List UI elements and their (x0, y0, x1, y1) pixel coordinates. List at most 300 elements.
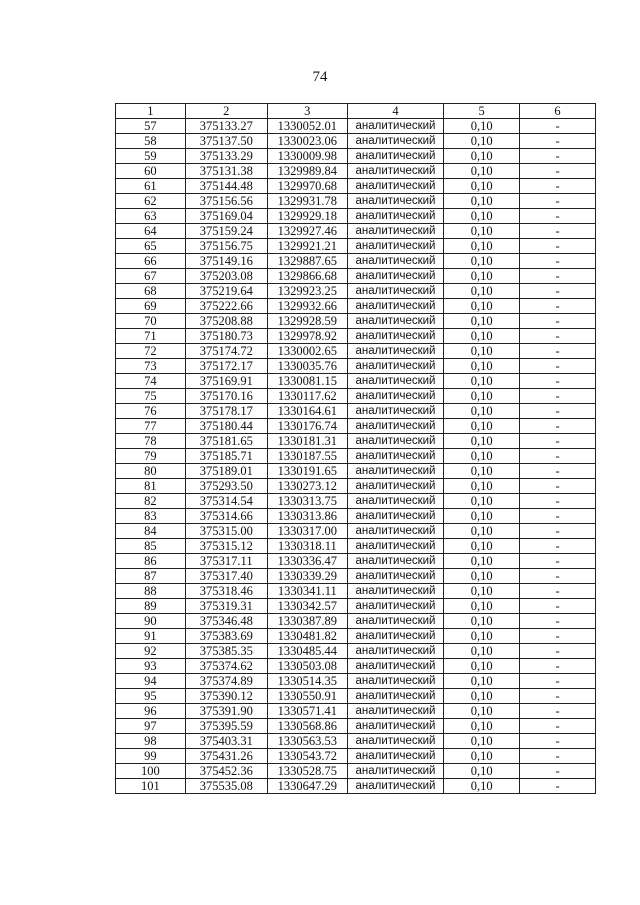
method-cell: аналитический (347, 584, 443, 599)
accuracy-cell: 0,10 (444, 209, 520, 224)
y-coordinate-cell: 1329929.18 (267, 209, 347, 224)
method-cell: аналитический (347, 209, 443, 224)
y-coordinate-cell: 1330503.08 (267, 659, 347, 674)
note-cell: - (520, 659, 596, 674)
method-cell: аналитический (347, 479, 443, 494)
point-number-cell: 61 (116, 179, 186, 194)
y-coordinate-cell: 1330002.65 (267, 344, 347, 359)
table-row (116, 764, 596, 779)
x-coordinate-cell: 375178.17 (185, 404, 267, 419)
note-cell: - (520, 194, 596, 209)
x-coordinate-cell: 375385.35 (185, 644, 267, 659)
method-cell: аналитический (347, 269, 443, 284)
note-cell: - (520, 419, 596, 434)
y-coordinate-cell: 1329932.66 (267, 299, 347, 314)
table-row (116, 284, 596, 299)
x-coordinate-cell: 375172.17 (185, 359, 267, 374)
note-cell: - (520, 764, 596, 779)
note-cell: - (520, 539, 596, 554)
method-cell: аналитический (347, 119, 443, 134)
note-cell: - (520, 119, 596, 134)
accuracy-cell: 0,10 (444, 164, 520, 179)
y-coordinate-cell: 1330117.62 (267, 389, 347, 404)
table-row (116, 449, 596, 464)
table-row (116, 779, 596, 794)
y-coordinate-cell: 1330191.65 (267, 464, 347, 479)
point-number-cell: 62 (116, 194, 186, 209)
method-cell: аналитический (347, 314, 443, 329)
y-coordinate-cell: 1329928.59 (267, 314, 347, 329)
x-coordinate-cell: 375131.38 (185, 164, 267, 179)
point-number-cell: 98 (116, 734, 186, 749)
table-row (116, 749, 596, 764)
y-coordinate-cell: 1330514.35 (267, 674, 347, 689)
accuracy-cell: 0,10 (444, 329, 520, 344)
x-coordinate-cell: 375317.11 (185, 554, 267, 569)
table-row (116, 194, 596, 209)
note-cell: - (520, 584, 596, 599)
accuracy-cell: 0,10 (444, 254, 520, 269)
y-coordinate-cell: 1330081.15 (267, 374, 347, 389)
y-coordinate-cell: 1330164.61 (267, 404, 347, 419)
method-cell: аналитический (347, 644, 443, 659)
accuracy-cell: 0,10 (444, 464, 520, 479)
point-number-cell: 70 (116, 314, 186, 329)
x-coordinate-cell: 375180.44 (185, 419, 267, 434)
accuracy-cell: 0,10 (444, 419, 520, 434)
method-cell: аналитический (347, 779, 443, 794)
note-cell: - (520, 644, 596, 659)
note-cell: - (520, 299, 596, 314)
point-number-cell: 99 (116, 749, 186, 764)
table-row (116, 494, 596, 509)
point-number-cell: 60 (116, 164, 186, 179)
y-coordinate-cell: 1330181.31 (267, 434, 347, 449)
y-coordinate-cell: 1330313.75 (267, 494, 347, 509)
accuracy-cell: 0,10 (444, 284, 520, 299)
accuracy-cell: 0,10 (444, 359, 520, 374)
method-cell: аналитический (347, 224, 443, 239)
table-row (116, 344, 596, 359)
x-coordinate-cell: 375318.46 (185, 584, 267, 599)
table-row (116, 734, 596, 749)
point-number-cell: 88 (116, 584, 186, 599)
note-cell: - (520, 674, 596, 689)
accuracy-cell: 0,10 (444, 314, 520, 329)
accuracy-cell: 0,10 (444, 299, 520, 314)
point-number-cell: 80 (116, 464, 186, 479)
note-cell: - (520, 554, 596, 569)
point-number-cell: 97 (116, 719, 186, 734)
point-number-cell: 93 (116, 659, 186, 674)
y-coordinate-cell: 1330339.29 (267, 569, 347, 584)
method-cell: аналитический (347, 239, 443, 254)
y-coordinate-cell: 1329887.65 (267, 254, 347, 269)
y-coordinate-cell: 1330035.76 (267, 359, 347, 374)
note-cell: - (520, 254, 596, 269)
point-number-cell: 100 (116, 764, 186, 779)
point-number-cell: 73 (116, 359, 186, 374)
y-coordinate-cell: 1330273.12 (267, 479, 347, 494)
table-row (116, 644, 596, 659)
x-coordinate-cell: 375403.31 (185, 734, 267, 749)
table-row (116, 299, 596, 314)
point-number-cell: 57 (116, 119, 186, 134)
x-coordinate-cell: 375189.01 (185, 464, 267, 479)
accuracy-cell: 0,10 (444, 239, 520, 254)
table-row (116, 269, 596, 284)
table-row (116, 179, 596, 194)
note-cell: - (520, 689, 596, 704)
point-number-cell: 74 (116, 374, 186, 389)
note-cell: - (520, 209, 596, 224)
note-cell: - (520, 734, 596, 749)
accuracy-cell: 0,10 (444, 734, 520, 749)
method-cell: аналитический (347, 134, 443, 149)
method-cell: аналитический (347, 734, 443, 749)
note-cell: - (520, 314, 596, 329)
method-cell: аналитический (347, 569, 443, 584)
y-coordinate-cell: 1330387.89 (267, 614, 347, 629)
point-number-cell: 79 (116, 449, 186, 464)
point-number-cell: 68 (116, 284, 186, 299)
table-row (116, 434, 596, 449)
point-number-cell: 69 (116, 299, 186, 314)
method-cell: аналитический (347, 359, 443, 374)
x-coordinate-cell: 375169.04 (185, 209, 267, 224)
method-cell: аналитический (347, 344, 443, 359)
table-row (116, 524, 596, 539)
note-cell: - (520, 599, 596, 614)
table-row (116, 614, 596, 629)
table-row (116, 164, 596, 179)
x-coordinate-cell: 375137.50 (185, 134, 267, 149)
table-row (116, 719, 596, 734)
accuracy-cell: 0,10 (444, 584, 520, 599)
y-coordinate-cell: 1330313.86 (267, 509, 347, 524)
note-cell: - (520, 449, 596, 464)
table-row (116, 704, 596, 719)
note-cell: - (520, 524, 596, 539)
table-header-row (116, 104, 596, 119)
y-coordinate-cell: 1330568.86 (267, 719, 347, 734)
y-coordinate-cell: 1330647.29 (267, 779, 347, 794)
x-coordinate-cell: 375208.88 (185, 314, 267, 329)
method-cell: аналитический (347, 254, 443, 269)
table-row (116, 209, 596, 224)
method-cell: аналитический (347, 509, 443, 524)
accuracy-cell: 0,10 (444, 449, 520, 464)
method-cell: аналитический (347, 659, 443, 674)
accuracy-cell: 0,10 (444, 404, 520, 419)
note-cell: - (520, 389, 596, 404)
y-coordinate-cell: 1330318.11 (267, 539, 347, 554)
point-number-cell: 67 (116, 269, 186, 284)
x-coordinate-cell: 375391.90 (185, 704, 267, 719)
y-coordinate-cell: 1330481.82 (267, 629, 347, 644)
accuracy-cell: 0,10 (444, 704, 520, 719)
y-coordinate-cell: 1330528.75 (267, 764, 347, 779)
note-cell: - (520, 404, 596, 419)
method-cell: аналитический (347, 284, 443, 299)
note-cell: - (520, 329, 596, 344)
accuracy-cell: 0,10 (444, 689, 520, 704)
accuracy-cell: 0,10 (444, 749, 520, 764)
table-row (116, 404, 596, 419)
y-coordinate-cell: 1330009.98 (267, 149, 347, 164)
note-cell: - (520, 779, 596, 794)
note-cell: - (520, 344, 596, 359)
point-number-cell: 82 (116, 494, 186, 509)
method-cell: аналитический (347, 149, 443, 164)
page-number: 74 (312, 69, 328, 85)
accuracy-cell: 0,10 (444, 194, 520, 209)
point-number-cell: 84 (116, 524, 186, 539)
y-coordinate-cell: 1330176.74 (267, 419, 347, 434)
note-cell: - (520, 479, 596, 494)
table-row (116, 674, 596, 689)
method-cell: аналитический (347, 614, 443, 629)
accuracy-cell: 0,10 (444, 374, 520, 389)
note-cell: - (520, 569, 596, 584)
accuracy-cell: 0,10 (444, 719, 520, 734)
method-cell: аналитический (347, 449, 443, 464)
y-coordinate-cell: 1329970.68 (267, 179, 347, 194)
point-number-cell: 65 (116, 239, 186, 254)
point-number-cell: 81 (116, 479, 186, 494)
y-coordinate-cell: 1330336.47 (267, 554, 347, 569)
method-cell: аналитический (347, 629, 443, 644)
method-cell: аналитический (347, 299, 443, 314)
note-cell: - (520, 164, 596, 179)
accuracy-cell: 0,10 (444, 659, 520, 674)
x-coordinate-cell: 375319.31 (185, 599, 267, 614)
accuracy-cell: 0,10 (444, 134, 520, 149)
x-coordinate-cell: 375314.66 (185, 509, 267, 524)
table-row (116, 464, 596, 479)
y-coordinate-cell: 1330317.00 (267, 524, 347, 539)
accuracy-cell: 0,10 (444, 629, 520, 644)
accuracy-cell: 0,10 (444, 149, 520, 164)
note-cell: - (520, 359, 596, 374)
method-cell: аналитический (347, 554, 443, 569)
method-cell: аналитический (347, 164, 443, 179)
coordinates-table (115, 103, 596, 794)
method-cell: аналитический (347, 329, 443, 344)
table-row (116, 134, 596, 149)
accuracy-cell: 0,10 (444, 494, 520, 509)
x-coordinate-cell: 375156.75 (185, 239, 267, 254)
point-number-cell: 85 (116, 539, 186, 554)
point-number-cell: 77 (116, 419, 186, 434)
x-coordinate-cell: 375133.27 (185, 119, 267, 134)
method-cell: аналитический (347, 764, 443, 779)
y-coordinate-cell: 1329866.68 (267, 269, 347, 284)
point-number-cell: 95 (116, 689, 186, 704)
point-number-cell: 86 (116, 554, 186, 569)
method-cell: аналитический (347, 689, 443, 704)
x-coordinate-cell: 375452.36 (185, 764, 267, 779)
point-number-cell: 96 (116, 704, 186, 719)
method-cell: аналитический (347, 524, 443, 539)
note-cell: - (520, 464, 596, 479)
point-number-cell: 66 (116, 254, 186, 269)
column-header: 1 (116, 104, 186, 119)
note-cell: - (520, 374, 596, 389)
method-cell: аналитический (347, 179, 443, 194)
y-coordinate-cell: 1329921.21 (267, 239, 347, 254)
method-cell: аналитический (347, 704, 443, 719)
x-coordinate-cell: 375185.71 (185, 449, 267, 464)
note-cell: - (520, 719, 596, 734)
x-coordinate-cell: 375346.48 (185, 614, 267, 629)
method-cell: аналитический (347, 464, 443, 479)
note-cell: - (520, 494, 596, 509)
y-coordinate-cell: 1330187.55 (267, 449, 347, 464)
table-row (116, 599, 596, 614)
x-coordinate-cell: 375170.16 (185, 389, 267, 404)
y-coordinate-cell: 1330550.91 (267, 689, 347, 704)
point-number-cell: 83 (116, 509, 186, 524)
accuracy-cell: 0,10 (444, 479, 520, 494)
x-coordinate-cell: 375219.64 (185, 284, 267, 299)
accuracy-cell: 0,10 (444, 674, 520, 689)
x-coordinate-cell: 375144.48 (185, 179, 267, 194)
y-coordinate-cell: 1330563.53 (267, 734, 347, 749)
y-coordinate-cell: 1329989.84 (267, 164, 347, 179)
x-coordinate-cell: 375159.24 (185, 224, 267, 239)
table-row (116, 239, 596, 254)
accuracy-cell: 0,10 (444, 614, 520, 629)
method-cell: аналитический (347, 494, 443, 509)
y-coordinate-cell: 1330342.57 (267, 599, 347, 614)
table-row (116, 554, 596, 569)
table-row (116, 629, 596, 644)
accuracy-cell: 0,10 (444, 539, 520, 554)
point-number-cell: 87 (116, 569, 186, 584)
point-number-cell: 75 (116, 389, 186, 404)
point-number-cell: 76 (116, 404, 186, 419)
table-row (116, 314, 596, 329)
x-coordinate-cell: 375383.69 (185, 629, 267, 644)
table-row (116, 374, 596, 389)
x-coordinate-cell: 375390.12 (185, 689, 267, 704)
method-cell: аналитический (347, 404, 443, 419)
x-coordinate-cell: 375222.66 (185, 299, 267, 314)
table-row (116, 419, 596, 434)
column-header: 3 (267, 104, 347, 119)
note-cell: - (520, 434, 596, 449)
note-cell: - (520, 704, 596, 719)
x-coordinate-cell: 375169.91 (185, 374, 267, 389)
point-number-cell: 58 (116, 134, 186, 149)
table-row (116, 389, 596, 404)
x-coordinate-cell: 375133.29 (185, 149, 267, 164)
x-coordinate-cell: 375431.26 (185, 749, 267, 764)
note-cell: - (520, 269, 596, 284)
accuracy-cell: 0,10 (444, 509, 520, 524)
table-row (116, 254, 596, 269)
table-row (116, 689, 596, 704)
x-coordinate-cell: 375395.59 (185, 719, 267, 734)
accuracy-cell: 0,10 (444, 119, 520, 134)
point-number-cell: 78 (116, 434, 186, 449)
table-row (116, 479, 596, 494)
table-row (116, 509, 596, 524)
method-cell: аналитический (347, 389, 443, 404)
table-row (116, 569, 596, 584)
x-coordinate-cell: 375156.56 (185, 194, 267, 209)
point-number-cell: 91 (116, 629, 186, 644)
accuracy-cell: 0,10 (444, 524, 520, 539)
x-coordinate-cell: 375374.89 (185, 674, 267, 689)
x-coordinate-cell: 375180.73 (185, 329, 267, 344)
x-coordinate-cell: 375149.16 (185, 254, 267, 269)
accuracy-cell: 0,10 (444, 599, 520, 614)
accuracy-cell: 0,10 (444, 179, 520, 194)
note-cell: - (520, 149, 596, 164)
note-cell: - (520, 284, 596, 299)
x-coordinate-cell: 375181.65 (185, 434, 267, 449)
x-coordinate-cell: 375314.54 (185, 494, 267, 509)
point-number-cell: 72 (116, 344, 186, 359)
accuracy-cell: 0,10 (444, 764, 520, 779)
x-coordinate-cell: 375174.72 (185, 344, 267, 359)
accuracy-cell: 0,10 (444, 644, 520, 659)
accuracy-cell: 0,10 (444, 224, 520, 239)
point-number-cell: 63 (116, 209, 186, 224)
method-cell: аналитический (347, 419, 443, 434)
accuracy-cell: 0,10 (444, 554, 520, 569)
x-coordinate-cell: 375293.50 (185, 479, 267, 494)
note-cell: - (520, 134, 596, 149)
y-coordinate-cell: 1329931.78 (267, 194, 347, 209)
column-header: 4 (347, 104, 443, 119)
x-coordinate-cell: 375203.08 (185, 269, 267, 284)
x-coordinate-cell: 375535.08 (185, 779, 267, 794)
note-cell: - (520, 629, 596, 644)
x-coordinate-cell: 375374.62 (185, 659, 267, 674)
table-row (116, 224, 596, 239)
point-number-cell: 71 (116, 329, 186, 344)
column-header: 2 (185, 104, 267, 119)
y-coordinate-cell: 1329978.92 (267, 329, 347, 344)
column-header: 6 (520, 104, 596, 119)
table-row (116, 149, 596, 164)
accuracy-cell: 0,10 (444, 434, 520, 449)
point-number-cell: 89 (116, 599, 186, 614)
y-coordinate-cell: 1330543.72 (267, 749, 347, 764)
point-number-cell: 94 (116, 674, 186, 689)
method-cell: аналитический (347, 539, 443, 554)
method-cell: аналитический (347, 599, 443, 614)
x-coordinate-cell: 375317.40 (185, 569, 267, 584)
y-coordinate-cell: 1330052.01 (267, 119, 347, 134)
method-cell: аналитический (347, 374, 443, 389)
accuracy-cell: 0,10 (444, 344, 520, 359)
point-number-cell: 101 (116, 779, 186, 794)
note-cell: - (520, 509, 596, 524)
table-row (116, 119, 596, 134)
accuracy-cell: 0,10 (444, 779, 520, 794)
table-row (116, 584, 596, 599)
y-coordinate-cell: 1330571.41 (267, 704, 347, 719)
note-cell: - (520, 614, 596, 629)
table-row (116, 359, 596, 374)
method-cell: аналитический (347, 749, 443, 764)
table-row (116, 659, 596, 674)
point-number-cell: 59 (116, 149, 186, 164)
